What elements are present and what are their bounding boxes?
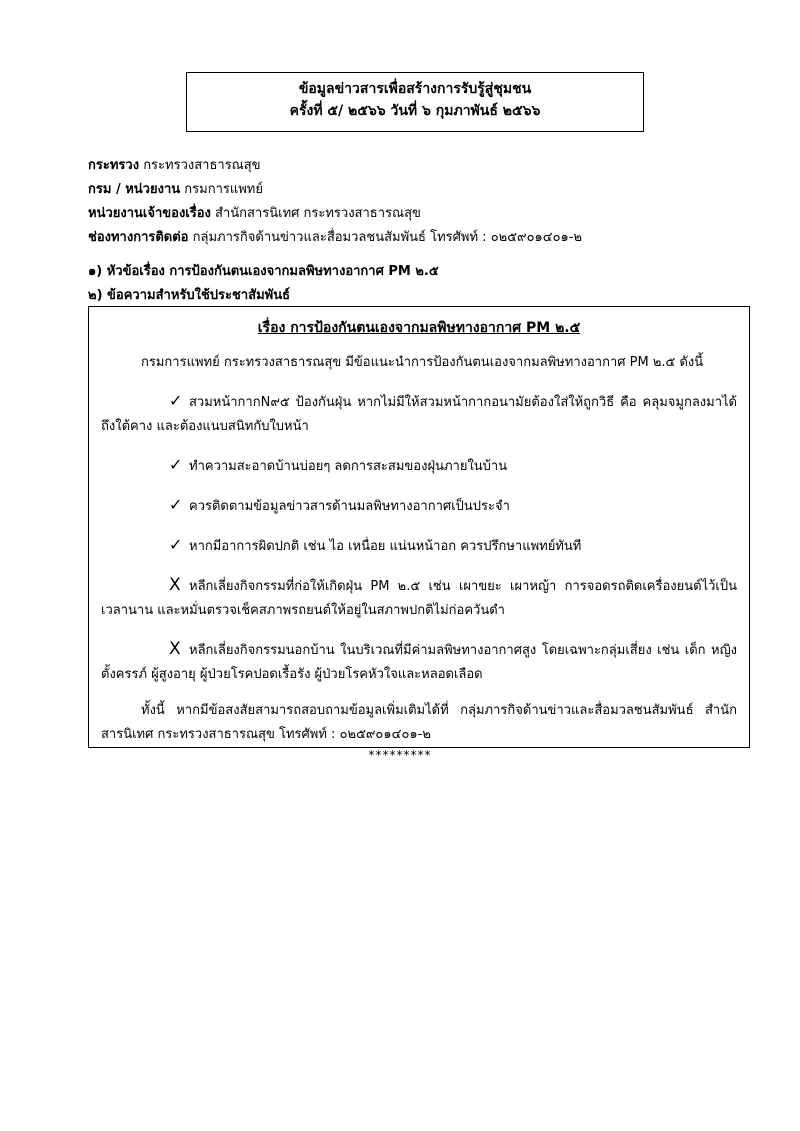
topics-section <box>88 260 748 308</box>
cross-icon: X <box>169 639 181 659</box>
list-item <box>101 493 737 519</box>
meta-label: หน่วยงานเจ้าของเรื่อง <box>88 206 211 221</box>
checkmark-icon: ✓ <box>169 495 183 514</box>
meta-label: กรม / หน่วยงาน <box>88 182 181 197</box>
topic-heading: ๑) หัวข้อเรื่อง การป้องกันตนเองจากมลพิษทางอากาศ PM ๒.๕ <box>88 264 439 279</box>
list-item <box>101 533 737 559</box>
meta-value: กระทรวงสาธารณสุข <box>143 158 261 173</box>
meta-label: ช่องทางการติดต่อ <box>88 230 189 245</box>
intro-paragraph: กรมการแพทย์ กระทรวงสาธารณสุข มีข้อแนะนำการป้องกันตนเองจากมลพิษทางอากาศ PM ๒.๕ ดังนี้ <box>141 355 704 370</box>
meta-contact <box>88 226 748 250</box>
meta-ministry <box>88 154 748 178</box>
list-item <box>101 573 737 623</box>
header-box <box>186 72 644 132</box>
header-title: ข้อมูลข่าวสารเพื่อสร้างการรับรู้สู่ชุมชน <box>298 81 532 97</box>
meta-value: สำนักสารนิเทศ กระทรวงสาธารณสุข <box>215 206 421 221</box>
meta-section <box>88 154 748 250</box>
end-marker: ********* <box>368 748 432 762</box>
checkmark-icon: ✓ <box>169 391 183 410</box>
meta-label: กระทรวง <box>88 158 140 173</box>
meta-value: กลุ่มภารกิจด้านข่าวและสื่อมวลชนสัมพันธ์ โทรศัพท์ : ๐๒๕๙๐๑๔๐๑-๒ <box>192 230 583 245</box>
meta-value: กรมการแพทย์ <box>184 182 263 197</box>
closing-paragraph: ทั้งนี้ หากมีข้อสงสัยสามารถสอบถามข้อมูลเพิ่มเติมได้ที่ กลุ่มภารกิจด้านข่าวและสื่อมวลชนสัมพันธ์ สำนักสารนิเทศ กระทรวงสาธารณสุข โทรศัพท์ : ๐๒๕๙๐๑๔๐๑-๒ <box>101 703 737 742</box>
list-item <box>101 389 737 439</box>
item-text: ทำความสะอาดบ้านบ่อยๆ ลดการสะสมของฝุ่นภายในบ้าน <box>189 459 508 474</box>
meta-department <box>88 178 748 202</box>
item-text: หากมีอาการผิดปกติ เช่น ไอ เหนื่อย แน่นหน้าอก ควรปรึกษาแพทย์ทันที <box>189 539 582 554</box>
item-text: สวมหน้ากากN๙๕ ป้องกันฝุ่น หากไม่มีให้สวมหน้ากากอนามัยต้องใส่ให้ถูกวิธี คือ คลุมจมูกลงมาได้ถึงใต้คาง และต้องแนบสนิทกับใบหน้า <box>101 395 737 434</box>
checkmark-icon: ✓ <box>169 535 183 554</box>
item-text: หลีกเลี่ยงกิจกรรมที่ก่อให้เกิดฝุ่น PM ๒.๕ เช่น เผาขยะ เผาหญ้า การจอดรถติดเครื่องยนต์ไว้เป็นเวลานาน และหมั่นตรวจเช็คสภาพรถยนต์ให้อยู่ในสภาพปกติไม่ก่อควันดำ <box>101 579 737 618</box>
meta-owner-unit <box>88 202 748 226</box>
header-issue-date: ครั้งที่ ๕/ ๒๕๖๖ วันที่ ๖ กุมภาพันธ์ ๒๕๖๖ <box>289 103 541 119</box>
cross-icon: X <box>169 575 181 595</box>
pr-content-box <box>88 306 750 748</box>
checkmark-icon: ✓ <box>169 455 183 474</box>
item-text: หลีกเลี่ยงกิจกรรมนอกบ้าน ในบริเวณที่มีค่ามลพิษทางอากาศสูง โดยเฉพาะกลุ่มเสี่ยง เช่น เด็ก หญิงตั้งครรภ์ ผู้สูงอายุ ผู้ป่วยโรคปอดเรื้อรัง ผู้ป่วยโรคหัวใจและหลอดเลือด <box>101 643 737 682</box>
content-title: เรื่อง การป้องกันตนเองจากมลพิษทางอากาศ PM ๒.๕ <box>257 320 581 336</box>
list-item <box>101 453 737 479</box>
list-item <box>101 637 737 687</box>
pr-message-heading: ๒) ข้อความสำหรับใช้ประชาสัมพันธ์ <box>88 288 291 303</box>
item-text: ควรติดตามข้อมูลข่าวสารด้านมลพิษทางอากาศเป็นประจำ <box>189 499 510 514</box>
